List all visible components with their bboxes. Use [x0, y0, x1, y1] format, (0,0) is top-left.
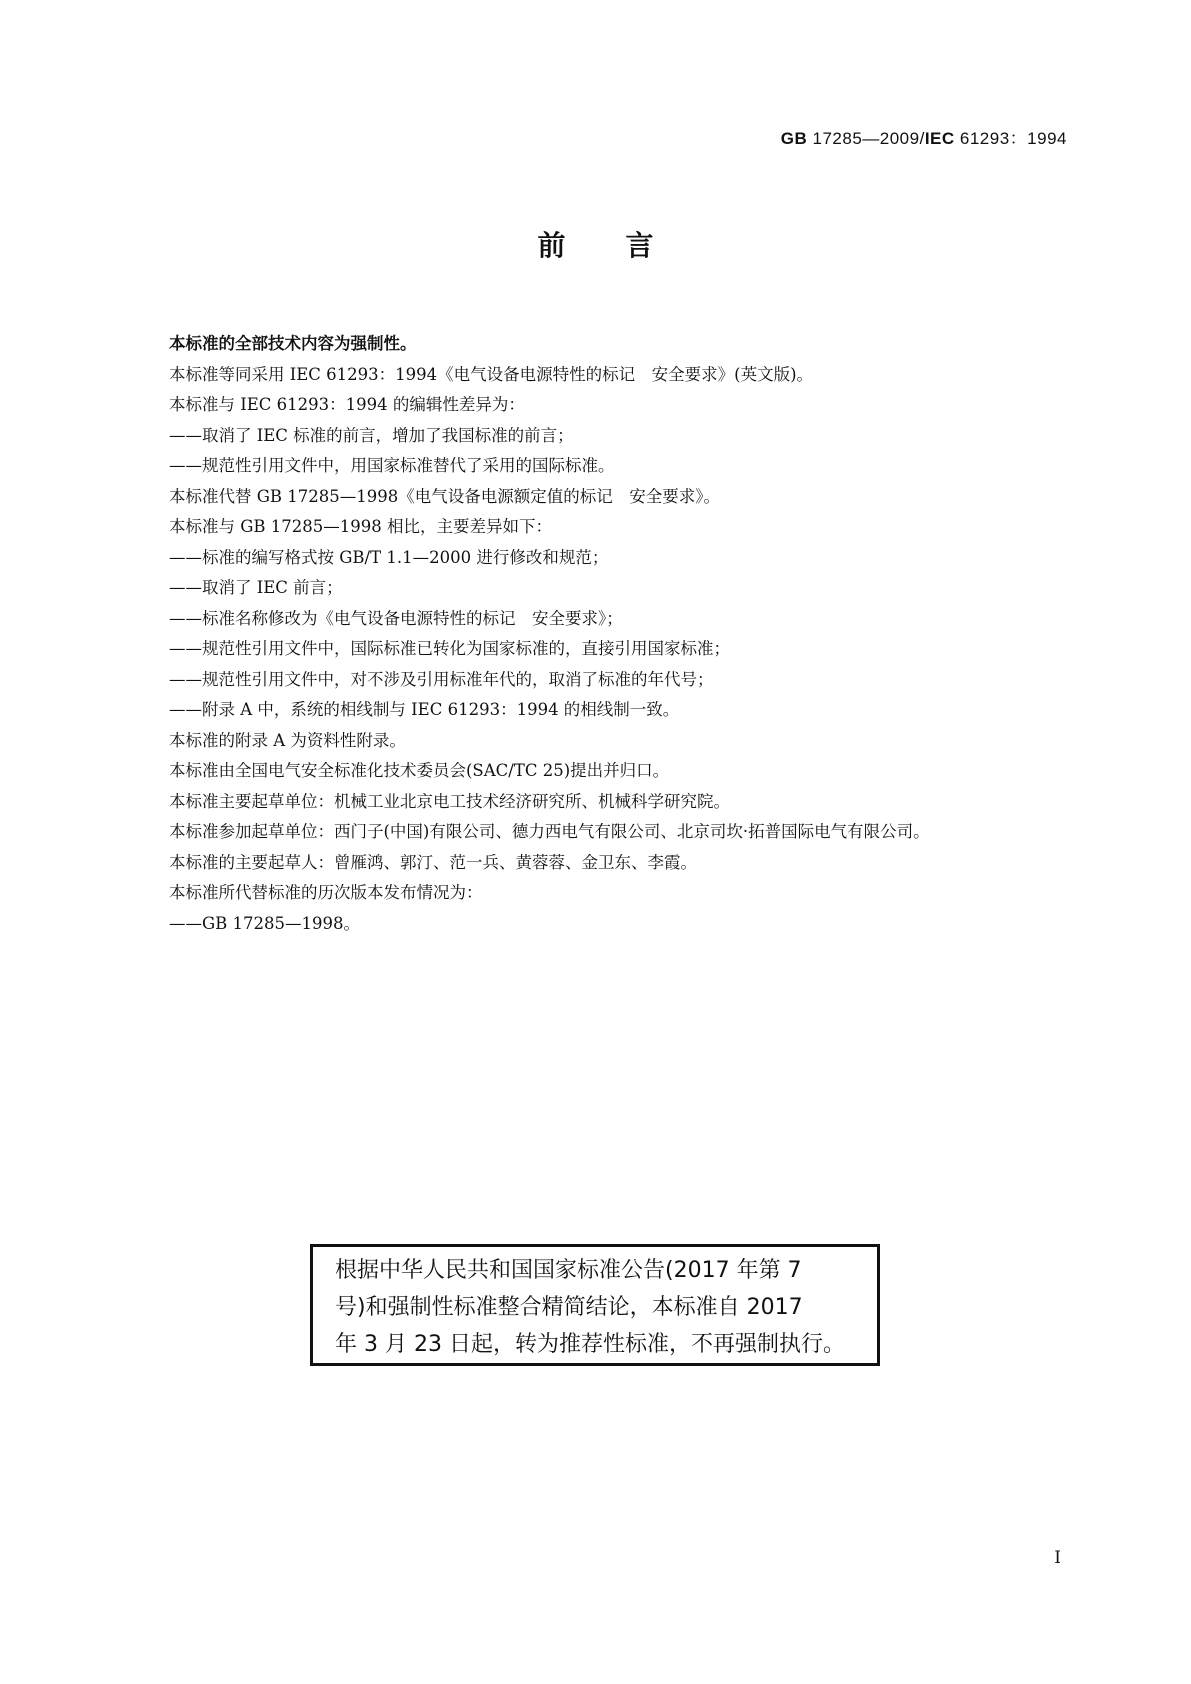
list-item: ——GB 17285—1998。 — [169, 913, 361, 933]
paragraph: 本标准的附录 A 为资料性附录。 — [169, 730, 406, 750]
standard-code — [781, 124, 1067, 149]
list-item: ——规范性引用文件中，用国家标准替代了采用的国际标准。 — [169, 456, 615, 475]
notice-box — [310, 1244, 880, 1366]
std-number: 17285—2009/ — [807, 129, 925, 148]
list-item: ——附录 A 中，系统的相线制与 IEC 61293：1994 的相线制一致。 — [169, 700, 680, 719]
paragraph: 本标准由全国电气安全标准化技术委员会(SAC/TC 25)提出并归口。 — [169, 761, 670, 780]
list-item: ——取消了 IEC 标准的前言，增加了我国标准的前言； — [169, 425, 574, 445]
notice-line: 年 3 月 23 日起，转为推荐性标准，不再强制执行。 — [335, 1332, 845, 1357]
paragraph: 本标准的全部技术内容为强制性。 — [169, 334, 417, 353]
std-gb: GB — [780, 129, 808, 148]
page-number: I — [1054, 1548, 1061, 1568]
paragraph: 本标准主要起草单位：机械工业北京电工技术经济研究所、机械科学研究院。 — [169, 791, 730, 811]
std-iec-number: 61293：1994 — [954, 129, 1067, 148]
paragraph: 本标准与 IEC 61293：1994 的编辑性差异为： — [169, 395, 525, 414]
foreword-body — [136, 329, 1066, 939]
paragraph: 本标准代替 GB 17285—1998《电气设备电源额定值的标记 安全要求》。 — [169, 486, 721, 506]
std-iec: IEC — [924, 129, 955, 148]
notice-line: 根据中华人民共和国国家标准公告(2017 年第 7 — [335, 1258, 802, 1283]
paragraph: 本标准的主要起草人：曾雁鸿、郭汀、范一兵、黄蓉蓉、金卫东、李霞。 — [169, 852, 697, 872]
list-item: ——规范性引用文件中，对不涉及引用标准年代的，取消了标准的年代号； — [169, 669, 714, 689]
list-item: ——取消了 IEC 前言； — [169, 578, 343, 597]
page-title: 前言 — [537, 229, 714, 262]
list-item: ——规范性引用文件中，国际标准已转化为国家标准的，直接引用国家标准； — [169, 639, 730, 658]
paragraph: 本标准所代替标准的历次版本发布情况为： — [169, 883, 483, 902]
list-item: ——标准的编写格式按 GB/T 1.1—2000 进行修改和规范； — [169, 547, 609, 567]
list-item: ——标准名称修改为《电气设备电源特性的标记 安全要求》； — [169, 608, 623, 628]
notice-line: 号)和强制性标准整合精简结论，本标准自 2017 — [335, 1295, 803, 1320]
paragraph: 本标准与 GB 17285—1998 相比，主要差异如下： — [169, 517, 553, 536]
paragraph: 本标准参加起草单位：西门子(中国)有限公司、德力西电气有限公司、北京司坎·拓普国际电气有限公司。 — [169, 822, 930, 841]
paragraph: 本标准等同采用 IEC 61293：1994《电气设备电源特性的标记 安全要求》(英文版)。 — [169, 364, 814, 384]
